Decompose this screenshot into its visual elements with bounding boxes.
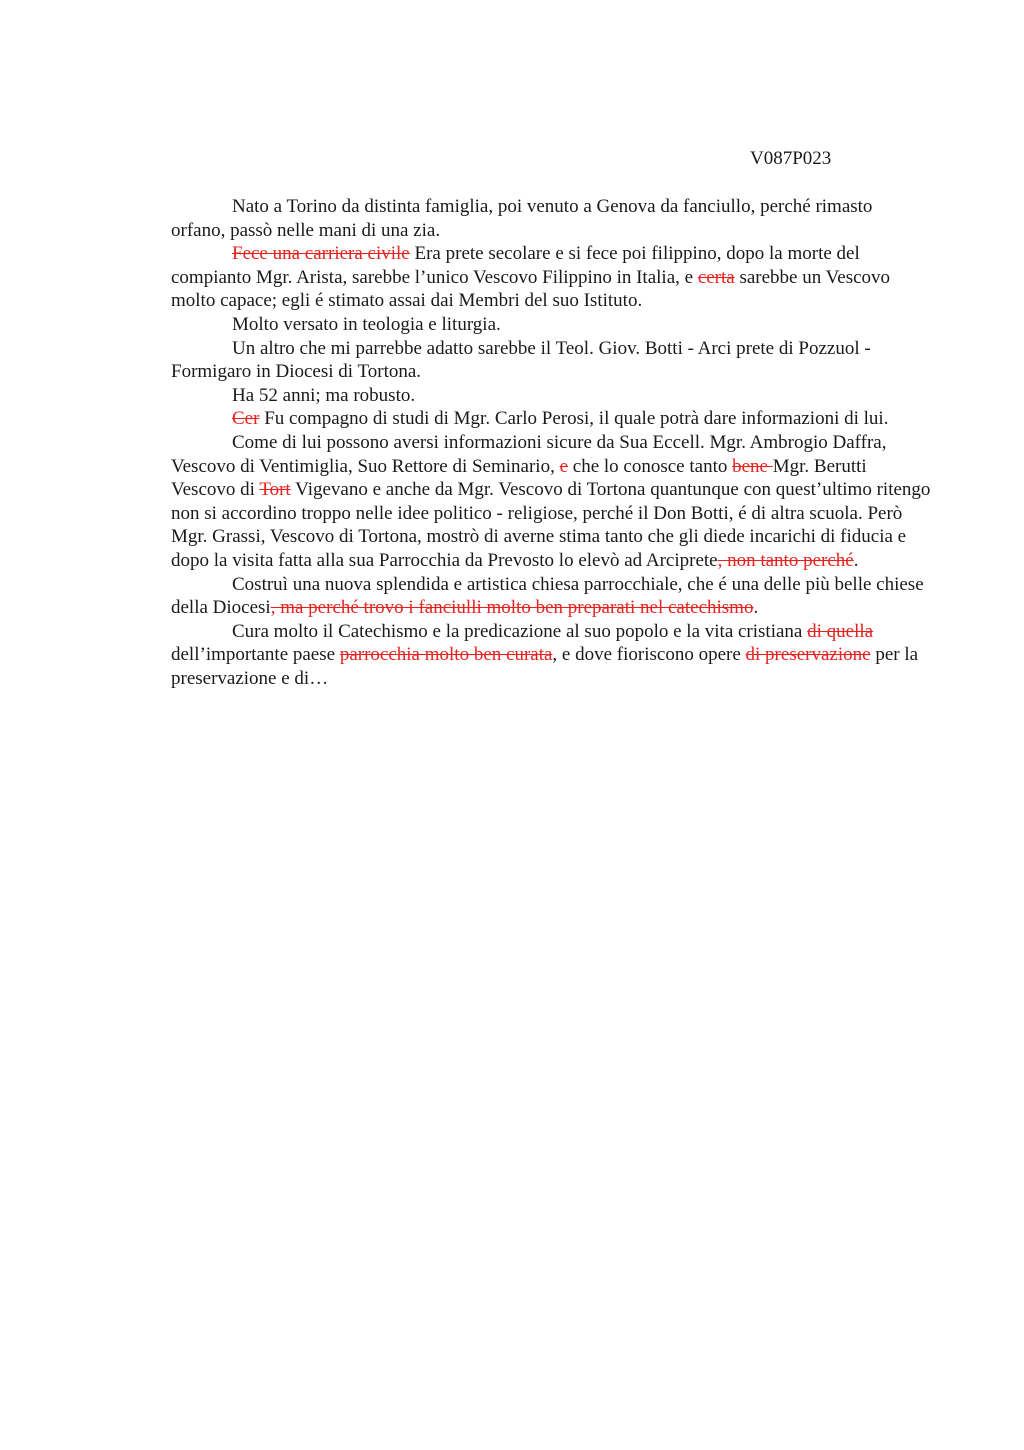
text-segment: Era prete secolare e si fece poi filippino, dopo la morte del compianto Mgr. Arista, sarebbe l’unico Vescovo Filippino in Italia, e (171, 243, 860, 288)
text-segment: Mgr. Berutti Vescovo di (171, 455, 867, 501)
deleted-text: , non tanto perché (717, 549, 854, 571)
text-segment: dell’importante paese (171, 644, 340, 666)
text-segment: , e dove fioriscono opere (552, 644, 746, 666)
deleted-text: Fece una carriera civile (232, 243, 410, 265)
text-segment: che lo conosce tanto (568, 455, 733, 477)
paragraph (171, 384, 931, 408)
deleted-text: , ma perché trovo i fanciulli molto ben preparati nel catechismo (270, 597, 754, 619)
paragraph (171, 620, 931, 691)
text-segment: Nato a Torino da distinta famiglia, poi venuto a Genova da fanciullo, perché rimasto orfano, passò nelle mani di una zia. (171, 196, 873, 241)
deleted-text: di preservazione (745, 644, 871, 666)
text-segment: Fu compagno di studi di Mgr. Carlo Perosi, il quale potrà dare informazioni di lui. (259, 408, 889, 430)
document-body (171, 195, 931, 690)
text-segment: Come di lui possono aversi informazioni sicure da Sua Eccell. Mgr. Ambrogio Daffra, Vescovo di Ventimiglia, Suo Rettore di Seminario, (171, 431, 887, 477)
paragraph (171, 573, 931, 620)
paragraph (171, 242, 931, 313)
deleted-text: bene (732, 455, 773, 477)
text-segment: Ha 52 anni; ma robusto. (232, 384, 416, 406)
text-segment: . (853, 549, 859, 571)
text-segment: Vigevano e anche da Mgr. Vescovo di Tortona quantunque con quest’ultimo ritengo non si accordino troppo nelle idee politico - religiose, perché il Don Botti, é di altra scuola. Però Mgr. Grassi, Vescovo di Tortona, mostrò di averne stima tanto che gli diede incarichi di fiducia e dopo la visita fatta alla sua Parrocchia da Prevosto lo elevò ad Arciprete (171, 479, 931, 571)
deleted-text: Tort (259, 479, 291, 501)
text-segment: Cura molto il Catechismo e la predicazione al suo popolo e la vita cristiana (232, 620, 808, 642)
text-segment: sarebbe un Vescovo molto capace; egli é stimato assai dai Membri del suo Istituto. (171, 266, 891, 312)
deleted-text: di quella (807, 620, 874, 642)
document-id: V087P023 (750, 148, 832, 169)
text-segment: Molto versato in teologia e liturgia. (232, 313, 501, 335)
deleted-text: certa (697, 266, 735, 288)
paragraph (171, 407, 931, 431)
deleted-text: parrocchia molto ben curata (339, 644, 553, 666)
paragraph (171, 337, 931, 384)
deleted-text: Cer (232, 408, 260, 430)
paragraph (171, 431, 931, 573)
text-segment: per la preservazione e di… (171, 644, 919, 689)
paragraph (171, 313, 931, 337)
text-segment: Costruì una nuova splendida e artistica chiesa parrocchiale, che é una delle più belle chiese della Diocesi (171, 573, 924, 619)
text-segment: Un altro che mi parrebbe adatto sarebbe il Teol. Giov. Botti - Arci prete di Pozzuol - Formigaro in Diocesi di Tortona. (171, 337, 871, 383)
deleted-text: e (559, 455, 569, 477)
text-segment: . (753, 597, 759, 619)
paragraph (171, 195, 931, 242)
